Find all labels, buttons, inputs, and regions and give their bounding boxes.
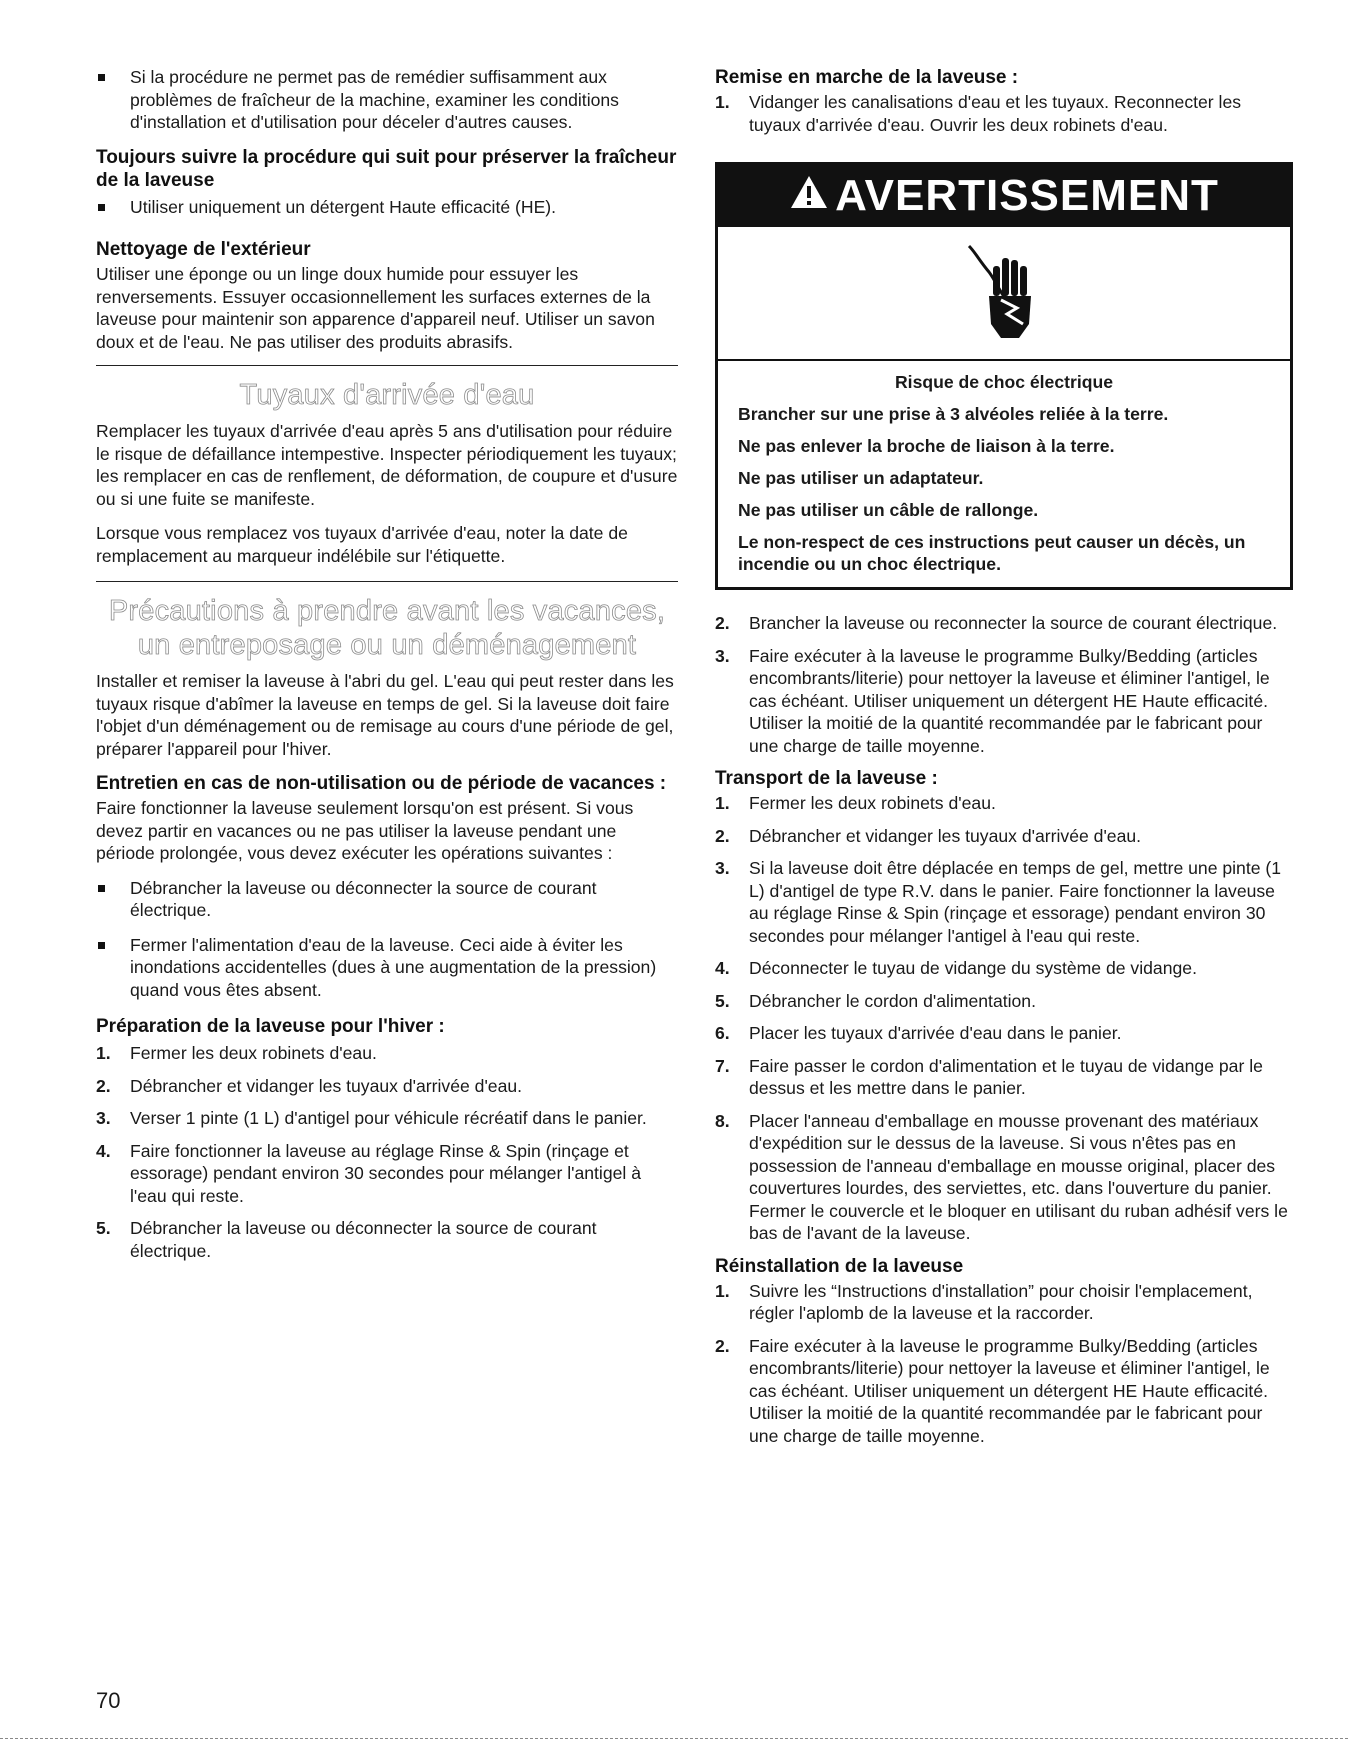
step-text: Brancher la laveuse ou reconnecter la source de courant électrique. xyxy=(749,613,1278,633)
tuyaux-paragraph-2: Lorsque vous remplacez vos tuyaux d'arrivée d'eau, noter la date de remplacement au marqueur indélébile sur l'étiquette. xyxy=(96,523,628,566)
step-number: 2. xyxy=(715,1335,730,1356)
step-text: Placer l'anneau d'emballage en mousse provenant des matériaux d'expédition sur le dessus de la laveuse. Si vous n'êtes pas en possession de l'anneau d'emballage en mousse original, placer des couvertures lourdes, des serviettes, etc. dans l'ouverture du panier. Fermer le couvercle et le bloquer en utilisant du ruban adhésif vers le bas de l'avant de la laveuse. xyxy=(749,1110,1288,1243)
list-item xyxy=(715,1335,1293,1448)
step-number: 5. xyxy=(715,990,730,1011)
list-item xyxy=(715,825,1293,848)
list-item xyxy=(715,1110,1293,1245)
warning-line: Le non-respect de ces instructions peut causer un décès, un incendie ou un choc électrique. xyxy=(738,532,1246,574)
list-item xyxy=(715,91,1293,136)
step-text: Débrancher et vidanger les tuyaux d'arrivée d'eau. xyxy=(130,1075,523,1096)
list-item xyxy=(96,1107,678,1130)
list-item xyxy=(96,66,678,134)
section-divider xyxy=(96,581,678,582)
entretien-bullet-1: Débrancher la laveuse ou déconnecter la source de courant électrique. xyxy=(130,877,597,920)
bullet-icon xyxy=(98,74,105,81)
step-number: 2. xyxy=(715,613,730,633)
list-item xyxy=(96,1140,678,1208)
electric-shock-hand-icon xyxy=(718,227,1290,361)
nettoyage-heading: Nettoyage de l'extérieur xyxy=(96,239,311,260)
warning-line: Ne pas utiliser un câble de rallonge. xyxy=(738,500,1039,520)
warning-triangle-icon xyxy=(789,165,829,227)
warning-header xyxy=(718,165,1290,227)
warning-header-text: AVERTISSEMENT xyxy=(835,171,1219,220)
transport-heading: Transport de la laveuse : xyxy=(715,768,938,789)
step-text: Placer les tuyaux d'arrivée d'eau dans le panier. xyxy=(749,1023,1122,1043)
intro-bullet-text: Si la procédure ne permet pas de remédier suffisamment aux problèmes de fraîcheur de la machine, examiner les conditions d'installation et d'utilisation pour déceler d'autres causes. xyxy=(130,67,619,132)
list-item xyxy=(96,1042,678,1065)
step-text: Fermer les deux robinets d'eau. xyxy=(130,1043,377,1063)
precautions-title-line-1: Précautions à prendre avant les vacances, xyxy=(108,595,666,627)
reinstall-heading: Réinstallation de la laveuse xyxy=(715,1255,964,1277)
step-number: 1. xyxy=(715,1280,730,1301)
bullet-icon xyxy=(98,885,105,892)
step-text: Débrancher et vidanger les tuyaux d'arrivée d'eau. xyxy=(749,825,1142,846)
hiver-heading: Préparation de la laveuse pour l'hiver : xyxy=(96,1016,445,1037)
nettoyage-text: Utiliser une éponge ou un linge doux humide pour essuyer les renversements. Essuyer occasionnellement les surfaces externes de la laveuse pour maintenir son apparence d'appareil neuf. Utiliser un savon doux et de l'eau. Ne pas utiliser des produits abrasifs. xyxy=(96,264,655,352)
list-item xyxy=(96,1075,678,1098)
warning-line: Ne pas enlever la broche de liaison à la terre. xyxy=(738,436,1115,456)
list-item xyxy=(715,990,1293,1013)
list-item xyxy=(96,1217,678,1262)
step-number: 4. xyxy=(96,1140,111,1161)
section-divider xyxy=(96,365,678,366)
step-number: 2. xyxy=(715,825,730,846)
step-number: 5. xyxy=(96,1218,111,1238)
step-text: Verser 1 pinte (1 L) d'antigel pour véhicule récréatif dans le panier. xyxy=(130,1108,647,1128)
tuyaux-section-title: Tuyaux d'arrivée d'eau xyxy=(239,379,535,411)
list-item xyxy=(96,934,678,1002)
step-number: 1. xyxy=(715,793,730,813)
list-item xyxy=(715,857,1293,947)
list-item xyxy=(96,196,678,219)
warning-title: Risque de choc électrique xyxy=(894,372,1114,392)
step-number: 3. xyxy=(715,645,730,666)
step-text: Fermer les deux robinets d'eau. xyxy=(749,793,996,813)
toujours-heading: Toujours suivre la procédure qui suit pour préserver la fraîcheur de la laveuse xyxy=(96,146,677,191)
step-number: 3. xyxy=(715,858,730,878)
list-item xyxy=(715,645,1293,758)
step-text: Faire fonctionner la laveuse au réglage Rinse & Spin (rinçage et essorage) pendant environ 30 secondes pour mélanger l'antigel à l'eau qui reste. xyxy=(130,1140,641,1206)
remise-heading: Remise en marche de la laveuse : xyxy=(715,67,1019,88)
entretien-bullet-2: Fermer l'alimentation d'eau de la laveuse. Ceci aide à éviter les inondations accidentelles (dues à une augmentation de la pression) quand vous êtes absent. xyxy=(130,934,657,1000)
step-number: 6. xyxy=(715,1023,730,1043)
step-number: 2. xyxy=(96,1075,111,1096)
precautions-title-line-2: un entreposage ou un déménagement xyxy=(137,629,637,661)
step-number: 7. xyxy=(715,1055,730,1076)
entretien-heading: Entretien en cas de non-utilisation ou de période de vacances : xyxy=(96,773,667,794)
list-item xyxy=(96,877,678,922)
list-item xyxy=(715,957,1293,980)
warning-line: Ne pas utiliser un adaptateur. xyxy=(738,468,984,488)
step-number: 4. xyxy=(715,958,730,978)
step-text: Faire exécuter à la laveuse le programme Bulky/Bedding (articles encombrants/literie) pour nettoyer la laveuse et éliminer l'antigel, le cas échéant. Utiliser uniquement un détergent HE Haute efficacité. Utiliser la moitié de la quantité recommandée par le fabricant pour une charge de taille moyenne. xyxy=(749,1335,1270,1446)
list-item xyxy=(715,792,1293,815)
step-number: 1. xyxy=(96,1043,111,1063)
step-number: 8. xyxy=(715,1110,730,1131)
list-item xyxy=(715,1022,1293,1045)
step-text: Débrancher la laveuse ou déconnecter la source de courant électrique. xyxy=(130,1218,597,1261)
step-text: Débrancher le cordon d'alimentation. xyxy=(749,990,1036,1011)
precautions-text: Installer et remiser la laveuse à l'abri du gel. L'eau qui peut rester dans les tuyaux risque d'abîmer la laveuse en temps de gel. Si la laveuse doit faire l'objet d'un déménagement ou de remisage au cours d'une période de gel, préparer l'appareil pour l'hiver. xyxy=(96,671,674,759)
bullet-icon xyxy=(98,204,105,211)
right-column xyxy=(715,66,1293,1457)
left-column xyxy=(96,66,678,1272)
toujours-bullet-text: Utiliser uniquement un détergent Haute efficacité (HE). xyxy=(130,196,557,217)
entretien-text: Faire fonctionner la laveuse seulement lorsqu'on est présent. Si vous devez partir en vacances ou ne pas utiliser la laveuse pendant une période prolongée, vous devez exécuter les opérations suivantes : xyxy=(96,798,634,863)
step-text: Déconnecter le tuyau de vidange du système de vidange. xyxy=(749,958,1197,978)
step-text: Si la laveuse doit être déplacée en temps de gel, mettre une pinte (1 L) d'antigel de type R.V. dans le panier. Faire fonctionner la laveuse au réglage Rinse & Spin (rinçage et essorage) pendant environ 30 secondes pour mélanger l'antigel à l'eau qui reste. xyxy=(749,858,1282,946)
step-text: Suivre les “Instructions d'installation” pour choisir l'emplacement, régler l'aplomb de la laveuse et la raccorder. xyxy=(749,1280,1253,1323)
warning-box xyxy=(715,162,1293,590)
page-number: 70 xyxy=(96,1688,121,1713)
tuyaux-paragraph-1: Remplacer les tuyaux d'arrivée d'eau après 5 ans d'utilisation pour réduire le risque de défaillance intempestive. Inspecter périodiquement les tuyaux; les remplacer en cas de renflement, de déformation, de coupure et d'usure ou si une fuite se manifeste. xyxy=(96,421,678,509)
step-text: Vidanger les canalisations d'eau et les tuyaux. Reconnecter les tuyaux d'arrivée d'eau. Ouvrir les deux robinets d'eau. xyxy=(749,92,1242,135)
step-number: 3. xyxy=(96,1108,111,1128)
list-item xyxy=(715,1280,1293,1325)
step-text: Faire exécuter à la laveuse le programme Bulky/Bedding (articles encombrants/literie) pour nettoyer la laveuse et éliminer l'antigel, le cas échéant. Utiliser uniquement un détergent HE Haute efficacité. Utiliser la moitié de la quantité recommandée par le fabricant pour une charge de taille moyenne. xyxy=(749,645,1270,756)
list-item xyxy=(715,612,1293,635)
step-text: Faire passer le cordon d'alimentation et le tuyau de vidange par le dessus et les mettre dans le panier. xyxy=(749,1055,1263,1098)
bullet-icon xyxy=(98,942,105,949)
step-number: 1. xyxy=(715,92,730,112)
warning-line: Brancher sur une prise à 3 alvéoles reliée à la terre. xyxy=(738,404,1169,424)
list-item xyxy=(715,1055,1293,1100)
page-bottom-edge xyxy=(0,1738,1348,1739)
